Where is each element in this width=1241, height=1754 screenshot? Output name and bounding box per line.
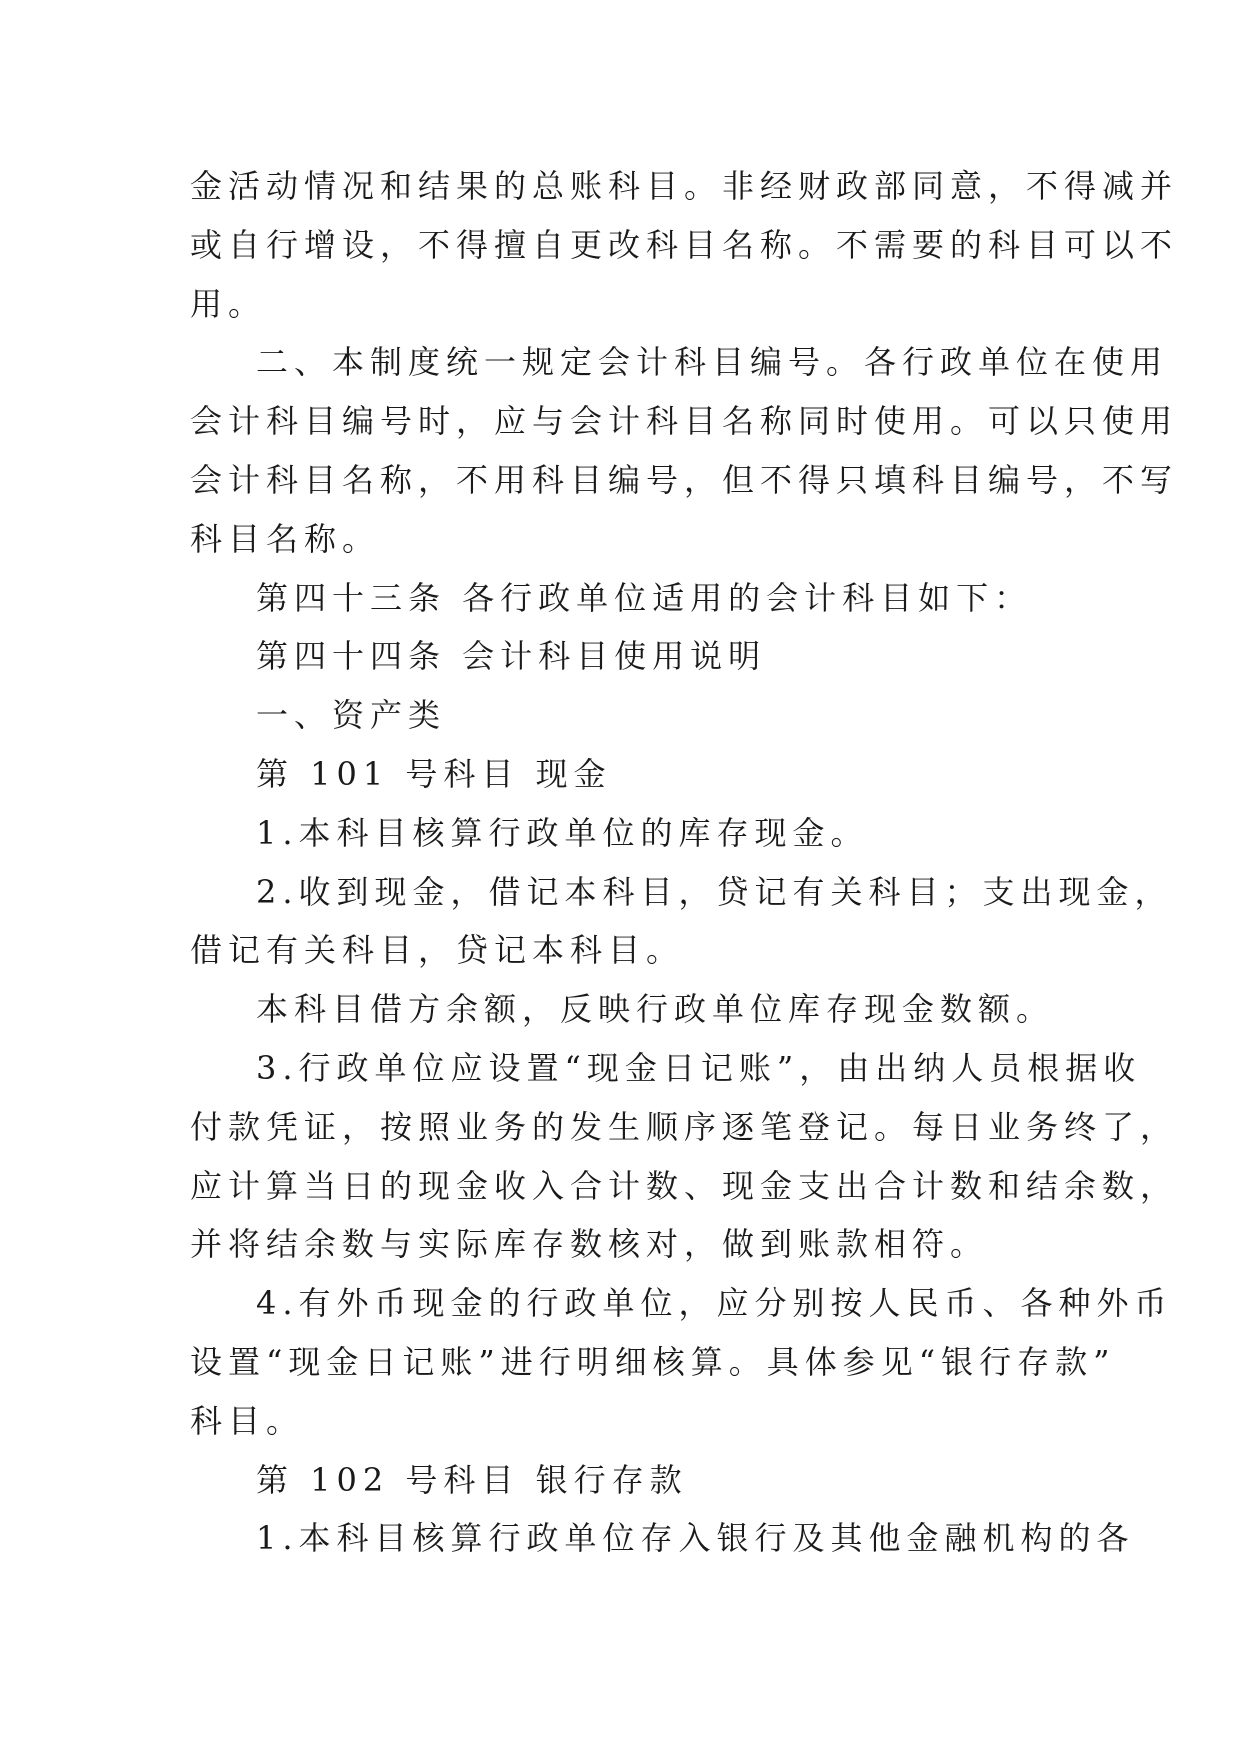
text-line: 3.行政单位应设置“现金日记账”，由出纳人员根据收 xyxy=(256,1048,1142,1087)
section-heading: 一、资产类 xyxy=(256,696,447,735)
text-line: 1.本科目核算行政单位的库存现金。 xyxy=(256,813,869,852)
text-line: 会计科目名称，不用科目编号，但不得只填科目编号，不写 xyxy=(190,460,1179,499)
text-line: 科目。 xyxy=(190,1401,305,1440)
text-line: 金活动情况和结果的总账科目。非经财政部同意，不得减并 xyxy=(190,167,1179,205)
account-heading: 第 102 号科目 银行存款 xyxy=(256,1460,688,1499)
article-heading: 第四十四条 会计科目使用说明 xyxy=(256,637,767,676)
text-line: 2.收到现金，借记本科目，贷记有关科目；支出现金， xyxy=(256,872,1173,911)
text-line: 本科目借方余额，反映行政单位库存现金数额。 xyxy=(256,990,1055,1029)
text-line: 用。 xyxy=(190,284,267,323)
article-heading: 第四十三条 各行政单位适用的会计科目如下： xyxy=(256,578,1033,617)
text-line: 1.本科目核算行政单位存入银行及其他金融机构的各 xyxy=(256,1519,1135,1558)
text-line: 设置“现金日记账”进行明细核算。具体参见“银行存款” xyxy=(190,1342,1116,1381)
text-line: 并将结余数与实际库存数核对，做到账款相符。 xyxy=(190,1225,989,1264)
document-body xyxy=(190,157,1179,1568)
text-line: 4.有外币现金的行政单位，应分别按人民币、各种外币 xyxy=(256,1284,1173,1323)
account-heading: 第 101 号科目 现金 xyxy=(256,754,612,793)
text-line: 应计算当日的现金收入合计数、现金支出合计数和结余数， xyxy=(190,1166,1179,1205)
text-line: 借记有关科目，贷记本科目。 xyxy=(190,931,685,970)
text-line: 付款凭证，按照业务的发生顺序逐笔登记。每日业务终了， xyxy=(190,1107,1179,1146)
text-line: 二、本制度统一规定会计科目编号。各行政单位在使用 xyxy=(256,343,1169,382)
text-line: 或自行增设，不得擅自更改科目名称。不需要的科目可以不 xyxy=(190,225,1179,264)
text-line: 科目名称。 xyxy=(190,519,381,558)
text-line: 会计科目编号时，应与会计科目名称同时使用。可以只使用 xyxy=(190,402,1179,441)
